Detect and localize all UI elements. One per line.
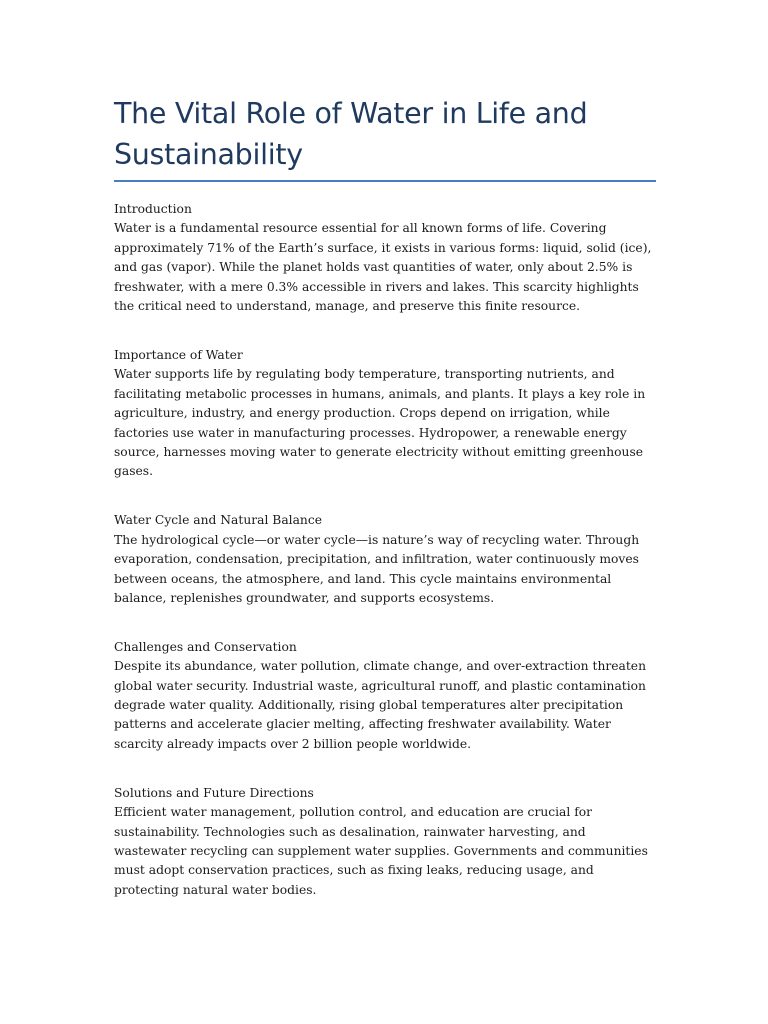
section-paragraph: Water is a fundamental resource essential for all known forms of life. Covering approximately 71% of the Earth’s surface, it exists in various forms: liquid, solid (ice), and gas (vapor). While the planet holds vast quantities of water, only about 2.5% is freshwater, with a mere 0.3% accessible in rivers and lakes. This scarcity highlights the critical need to understand, manage, and preserve this finite resource. xyxy=(114,221,652,314)
section-solutions-and-future-directions xyxy=(114,784,659,900)
title-underline xyxy=(114,180,656,182)
document-body xyxy=(114,200,659,930)
section-heading: Importance of Water xyxy=(114,347,243,362)
section-challenges-and-conservation xyxy=(114,638,659,754)
section-introduction xyxy=(114,200,659,316)
section-paragraph: Efficient water management, pollution control, and education are crucial for sustainability. Technologies such as desalination, rainwater harvesting, and wastewater recycling can supplement water supplies. Governments and communities must adopt conservation practices, such as fixing leaks, reducing usage, and protecting natural water bodies. xyxy=(114,805,648,897)
section-paragraph: Water supports life by regulating body temperature, transporting nutrients, and facilitating metabolic processes in humans, animals, and plants. It plays a key role in agriculture, industry, and energy production. Crops depend on irrigation, while factories use water in manufacturing processes. Hydropower, a renewable energy source, harnesses moving water to generate electricity without emitting greenhouse gases. xyxy=(114,367,646,479)
document-title: The Vital Role of Water in Life and Sustainability xyxy=(114,97,588,171)
section-importance-of-water xyxy=(114,346,659,482)
section-paragraph: Despite its abundance, water pollution, climate change, and over-extraction threaten global water security. Industrial waste, agricultural runoff, and plastic contamination degrade water quality. Additionally, rising global temperatures alter precipitation patterns and accelerate glacier melting, affecting freshwater availability. Water scarcity already impacts over 2 billion people worldwide. xyxy=(114,659,646,751)
section-paragraph: The hydrological cycle—or water cycle—is nature’s way of recycling water. Through evaporation, condensation, precipitation, and infiltration, water continuously moves between oceans, the atmosphere, and land. This cycle maintains environmental balance, replenishes groundwater, and supports ecosystems. xyxy=(114,532,640,605)
section-heading: Water Cycle and Natural Balance xyxy=(114,513,323,528)
section-heading: Introduction xyxy=(114,202,192,216)
section-heading: Challenges and Conservation xyxy=(114,639,297,654)
section-water-cycle xyxy=(114,511,659,608)
section-heading: Solutions and Future Directions xyxy=(114,785,314,800)
